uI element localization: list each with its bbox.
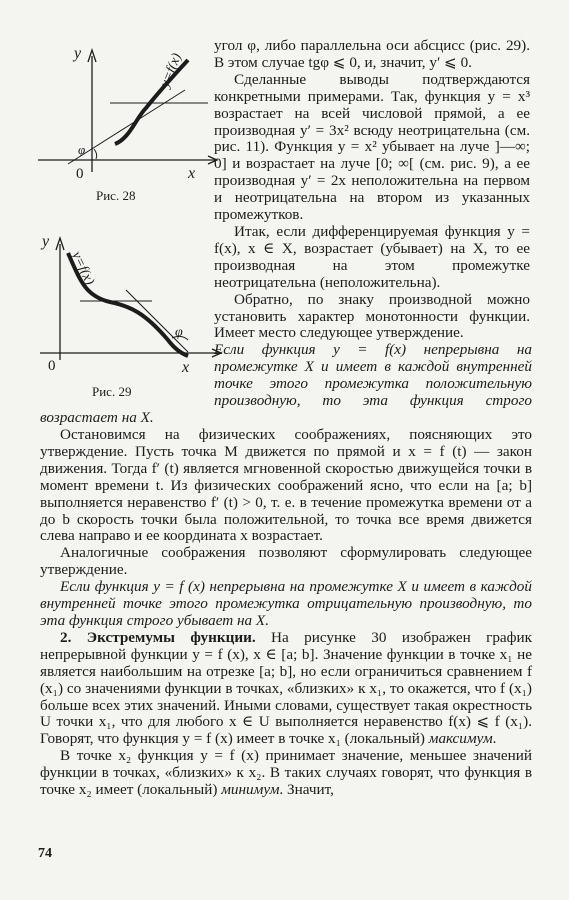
section-heading: 2. Экстремумы функции. [60, 628, 256, 646]
origin-label: 0 [76, 166, 84, 182]
angle-label: φ [175, 325, 183, 340]
paragraph-text: В точке x₂ функция y = f (x) принимает значение, меньшее значений функции в точках, «близких» к x₂. В таких случаях говорят, что функция в точке x₂ имеет (локальный) [40, 747, 532, 799]
section-paragraph [40, 630, 532, 748]
paragraph: Аналогичные соображения позволяют сформулировать следующее утверждение. [40, 544, 532, 579]
figure-29-caption: Рис. 29 [92, 384, 132, 399]
paragraph: Обратно, по знаку производной можно установить характер монотонности функции. Имеет место следующее утверждение. [214, 290, 530, 342]
paragraph-tail: . Значит, [279, 781, 334, 799]
tangent-line [68, 90, 185, 164]
paragraph: угол φ, либо параллельна оси абсцисс (рис. 29). В этом случае tgφ ⩽ 0, и, значит, y′ ⩽ 0. [214, 37, 530, 71]
figure-28-caption: Рис. 28 [96, 188, 136, 203]
paragraph: Итак, если дифференцируемая функция y = f(x), x ∈ X, возрастает (убывает) на X, то ее производная на этом промежутке неотрицательна (неположительна). [214, 222, 530, 291]
paragraph [40, 748, 532, 799]
theorem-2: Если функция y = f (x) непрерывна на промежутке X и имеет в каждой внутренней точке этого промежутка отрицательную производную, то эта функция строго убывает на X. [40, 578, 532, 629]
theorem-1: Если функция y = f(x) непрерывна на промежутке X и имеет в каждой внутренней точке этого промежутка положительную производную, то эта функция строго возрастает на X. [40, 341, 532, 426]
curve-label: y=f(x) [157, 51, 185, 90]
full-width-text [40, 427, 532, 799]
angle-arc [94, 149, 97, 159]
float-spacer [40, 342, 214, 395]
origin-label: 0 [48, 358, 56, 374]
paragraph: Сделанные выводы подтверждаются конкретными примерами. Так, функция y = x³ возрастает на всей числовой прямой, а ее производная y′ = 3x² всюду неотрицательна (см. рис. 11). Функция y = x² убывает на луче ]—∞; 0] и возрастает на луче [0; ∞[ (см. рис. 9), а ее производная y′ = 2x неположительна на первом и неотрицательна на втором из указанных промежутков. [214, 70, 530, 224]
angle-label: φ [78, 142, 86, 157]
y-axis-label: y [74, 45, 82, 62]
figure-28-graph [30, 38, 210, 213]
curve-label: y=f(x) [68, 249, 97, 288]
y-axis-label: y [42, 233, 50, 250]
punctuation: . [492, 730, 497, 748]
page-number: 74 [38, 846, 52, 861]
section-text: На рисунке 30 изображен график непрерывной функции y = f (x), x ∈ [a; b]. Значение функции в точке x₁ не является наибольшим на отрезке [a; b], но если ограничиться сравнением f (x₁) со значениями функции в точках, «близких» к x₁, то окажется, что f (x₁) больше всех этих значений. Иными словами, существует такая окрестность U точки x₁, что для любого x ∈ U выполняется неравенство f(x) ⩽ f (x₁). Говорят, что функция y = f (x) имеет в точке x₁ (локальный) [40, 628, 533, 748]
x-axis-label: x [188, 165, 196, 182]
term-minimum: минимум [221, 781, 280, 799]
paragraph: Остановимся на физических соображениях, поясняющих это утверждение. Пусть точка M движется по прямой и x = f (t) — закон движения. Тогда f′ (t) является мгновенной скоростью движущейся точки в момент времени t. Из физических соображений ясно, что если на [a; b] выполняется неравенство f′ (t) > 0, т. е. в течение промежутка времени от a до b скорость точки была положительной, то точка все время движется слева направо и ее координата x возрастает. [40, 426, 532, 545]
term-maximum: максимум [428, 730, 493, 748]
figure-28 [30, 38, 210, 213]
x-axis-label: x [182, 359, 190, 376]
right-column-text [214, 38, 530, 342]
